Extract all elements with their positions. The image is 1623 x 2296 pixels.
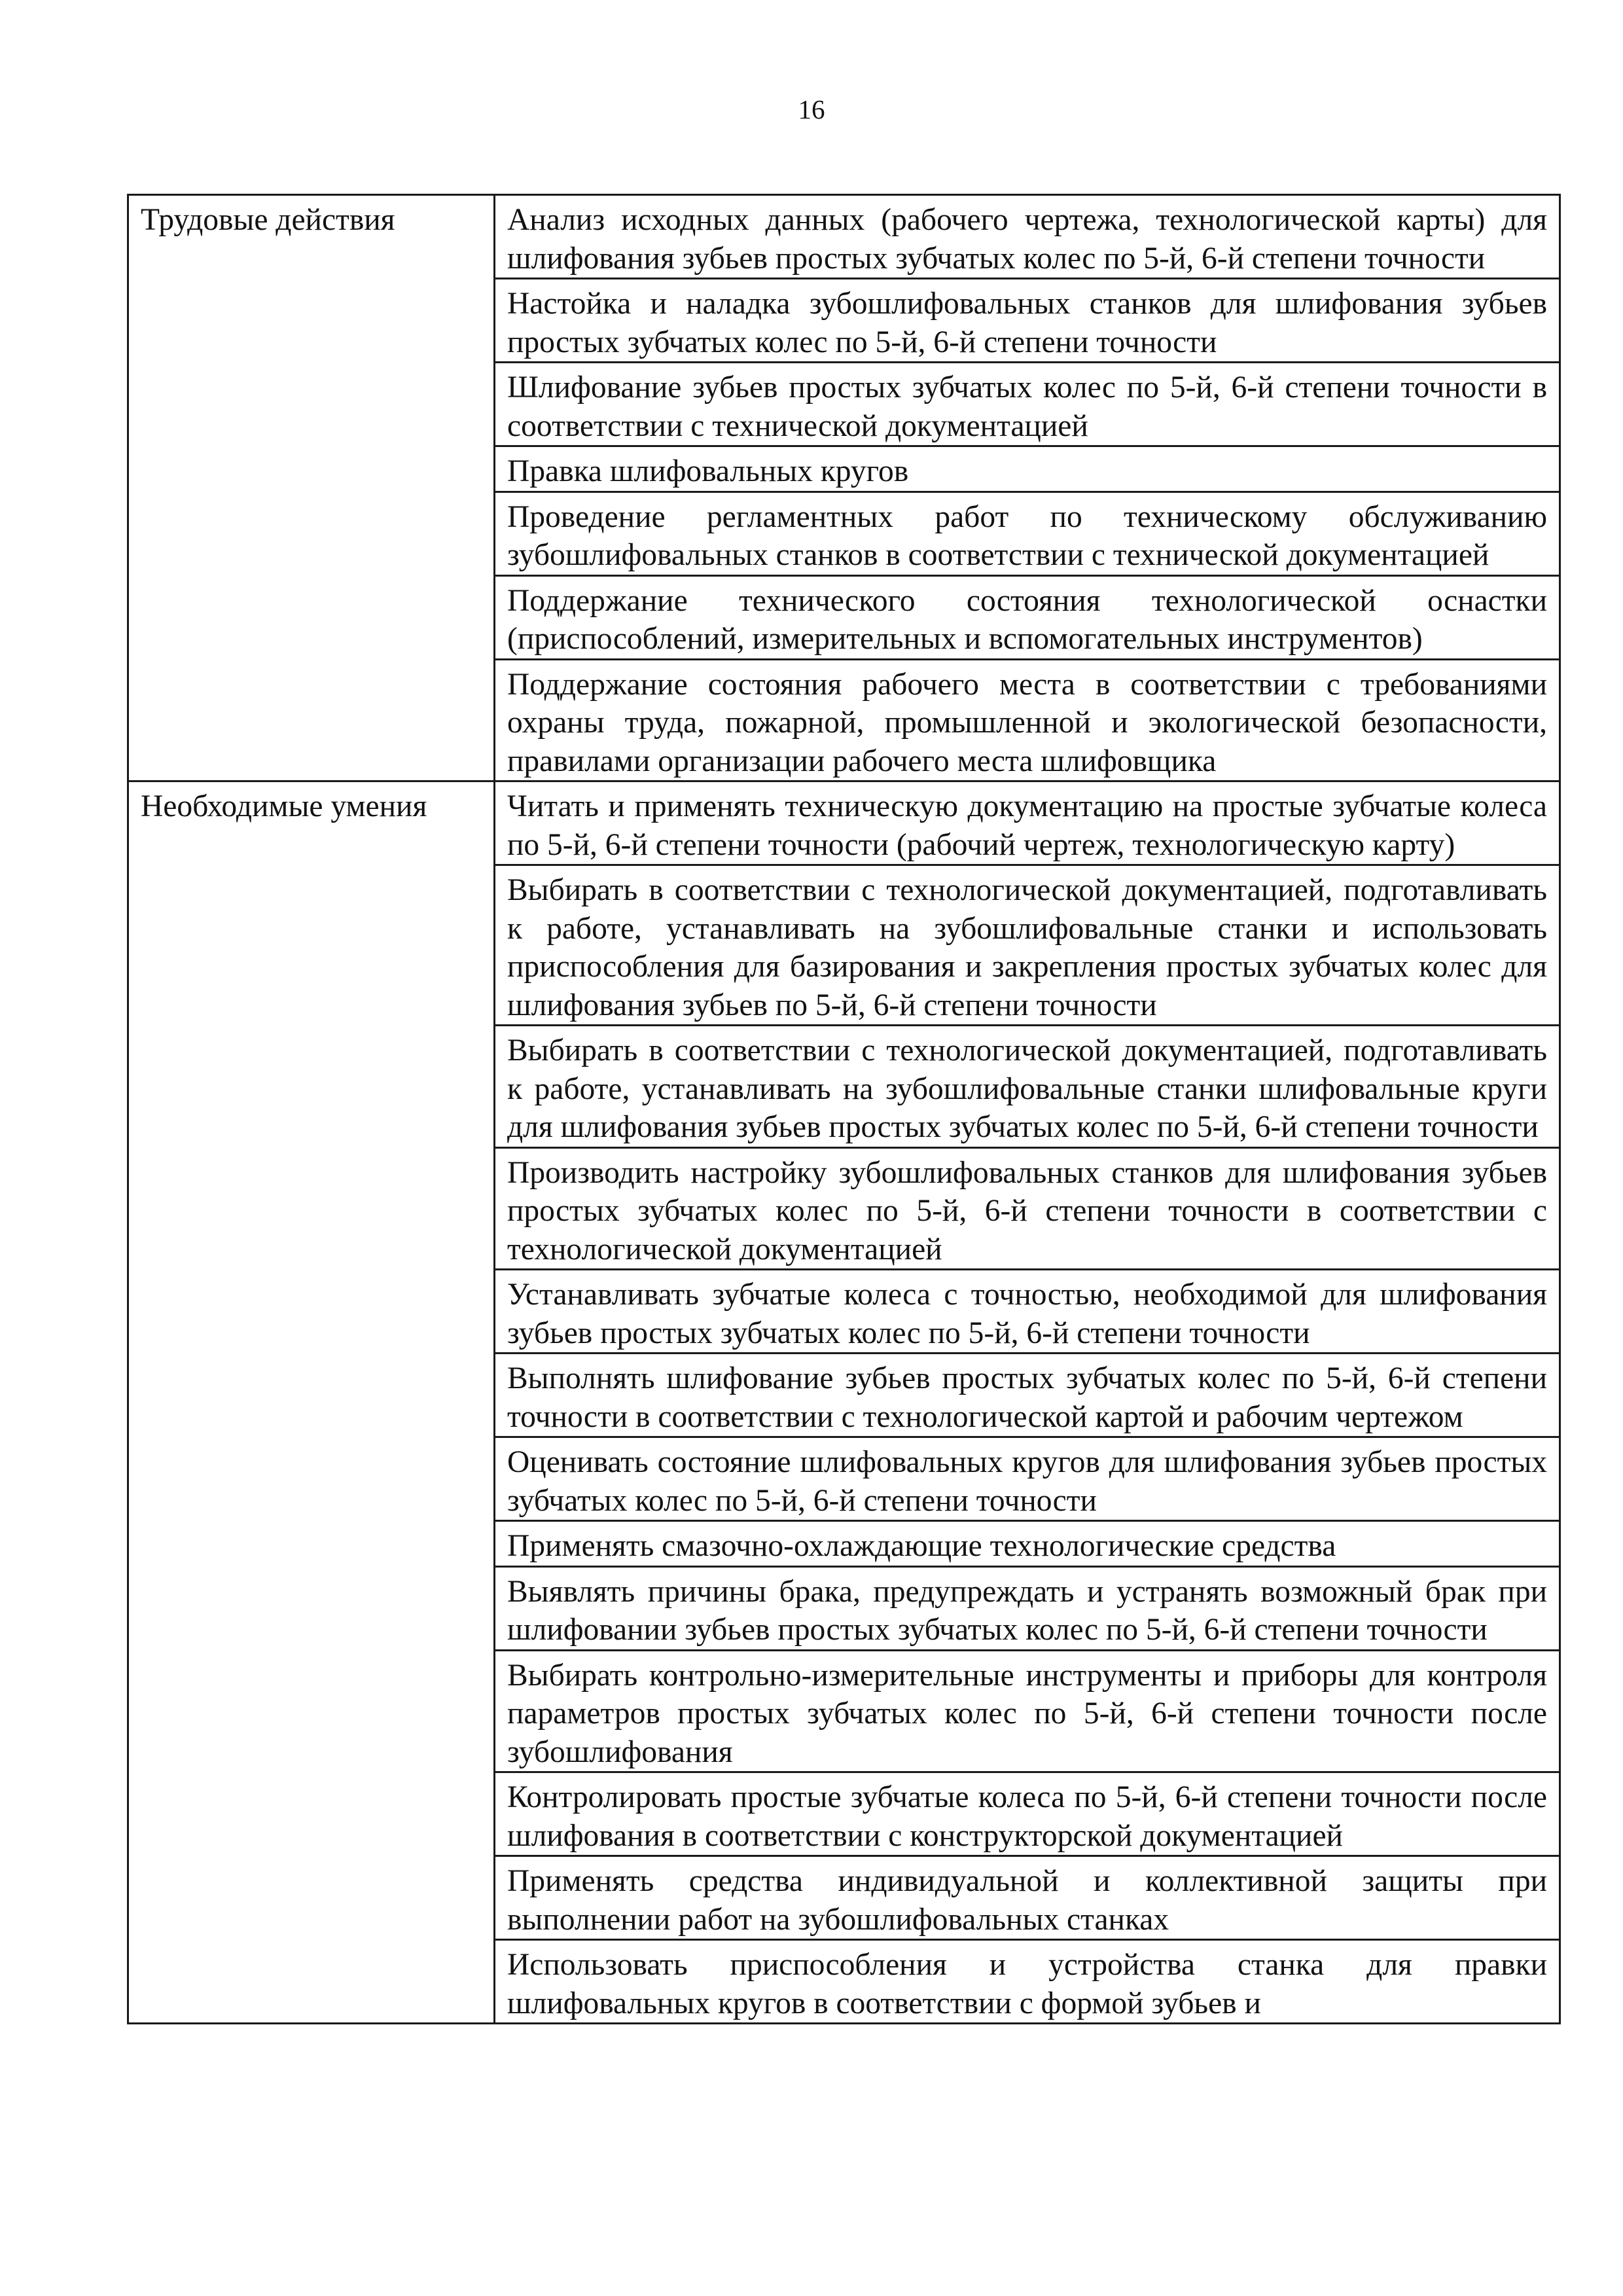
- section-label-required-skills: Необходимые умения: [128, 781, 495, 2024]
- table-row: [128, 195, 1560, 279]
- table-row: [128, 781, 1560, 865]
- skill-item: Производить настройку зубошлифовальных станков для шлифования зубьев простых зубчатых колес по 5-й, 6-й степени точности в соответствии с технологической документацией: [495, 1147, 1560, 1270]
- page-number: 16: [798, 94, 825, 124]
- labor-action-item: Шлифование зубьев простых зубчатых колес по 5-й, 6-й степени точности в соответствии с технической документацией: [495, 363, 1560, 446]
- skill-item: Выбирать в соответствии с технологической документацией, подготавливать к работе, устанавливать на зубошлифовальные станки шлифовальные круги для шлифования зубьев простых зубчатых колес по 5-й, 6-й степени точности: [495, 1026, 1560, 1148]
- requirements-table: [127, 194, 1561, 2024]
- skill-item: Выполнять шлифование зубьев простых зубчатых колес по 5-й, 6-й степени точности в соответствии с технологической картой и рабочим чертежом: [495, 1354, 1560, 1437]
- labor-action-item: Поддержание технического состояния технологической оснастки (приспособлений, измерительных и вспомогательных инструментов): [495, 575, 1560, 659]
- labor-action-item: Настойка и наладка зубошлифовальных станков для шлифования зубьев простых зубчатых колес по 5-й, 6-й степени точности: [495, 279, 1560, 363]
- labor-action-item: Анализ исходных данных (рабочего чертежа, технологической карты) для шлифования зубьев простых зубчатых колес по 5-й, 6-й степени точности: [495, 195, 1560, 279]
- skill-item: Применять средства индивидуальной и коллективной защиты при выполнении работ на зубошлифовальных станках: [495, 1856, 1560, 1940]
- skill-item: Читать и применять техническую документацию на простые зубчатые колеса по 5-й, 6-й степени точности (рабочий чертеж, технологическую карту): [495, 781, 1560, 865]
- skill-item: Устанавливать зубчатые колеса с точностью, необходимой для шлифования зубьев простых зубчатых колес по 5-й, 6-й степени точности: [495, 1270, 1560, 1354]
- skill-item: Применять смазочно-охлаждающие технологические средства: [495, 1521, 1560, 1567]
- labor-action-item: Проведение регламентных работ по техническому обслуживанию зубошлифовальных станков в соответствии с технической документацией: [495, 492, 1560, 575]
- skill-item: Выбирать в соответствии с технологической документацией, подготавливать к работе, устанавливать на зубошлифовальные станки и использовать приспособления для базирования и закрепления простых зубчатых колес для шлифования зубьев по 5-й, 6-й степени точности: [495, 865, 1560, 1026]
- section-label-labor-actions: Трудовые действия: [128, 195, 495, 781]
- skill-item: Использовать приспособления и устройства станка для правки шлифовальных кругов в соответствии с формой зубьев и: [495, 1940, 1560, 2024]
- skill-item: Выбирать контрольно-измерительные инструменты и приборы для контроля параметров простых зубчатых колес по 5-й, 6-й степени точности после зубошлифования: [495, 1650, 1560, 1772]
- skill-item: Оценивать состояние шлифовальных кругов для шлифования зубьев простых зубчатых колес по 5-й, 6-й степени точности: [495, 1437, 1560, 1521]
- skill-item: Контролировать простые зубчатые колеса по 5-й, 6-й степени точности после шлифования в соответствии с конструкторской документацией: [495, 1772, 1560, 1856]
- skill-item: Выявлять причины брака, предупреждать и устранять возможный брак при шлифовании зубьев простых зубчатых колес по 5-й, 6-й степени точности: [495, 1566, 1560, 1650]
- labor-action-item: Правка шлифовальных кругов: [495, 446, 1560, 492]
- labor-action-item: Поддержание состояния рабочего места в соответствии с требованиями охраны труда, пожарной, промышленной и экологической безопасности, правилами организации рабочего места шлифовщика: [495, 659, 1560, 781]
